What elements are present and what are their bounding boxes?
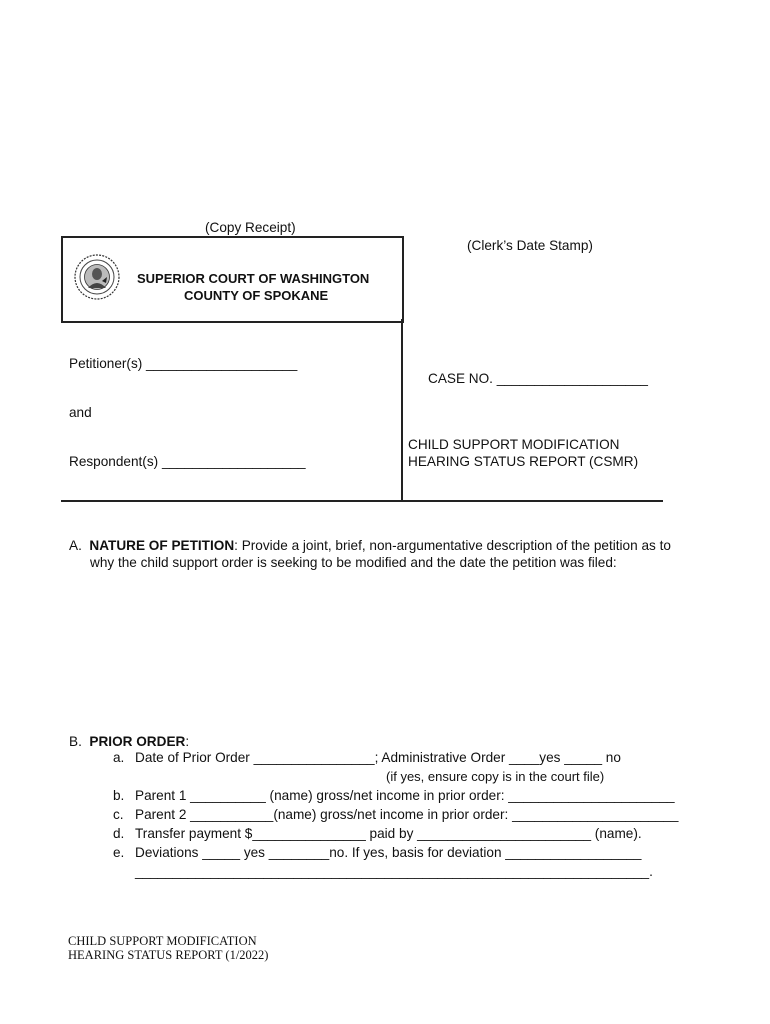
section-a-text-line2: why the child support order is seeking to be modified and the date the petition was filed: <box>90 555 617 570</box>
section-b-item-a-note: (if yes, ensure copy is in the court file) <box>386 769 605 784</box>
washington-state-seal-icon <box>74 254 120 300</box>
caption-divider-vertical <box>401 319 403 502</box>
petitioner-field: Petitioner(s) ____________________ <box>69 356 298 371</box>
footer-line2: HEARING STATUS REPORT (1/2022) <box>68 948 269 962</box>
section-a-text-line1: : Provide a joint, brief, non-argumentative description of the petition as to <box>234 538 671 553</box>
caption-divider-horizontal <box>61 500 663 502</box>
section-b-item-c-text: Parent 2 ___________(name) gross/net income in prior order: ______________________ <box>135 807 679 822</box>
document-title-line2: HEARING STATUS REPORT (CSMR) <box>408 454 639 469</box>
section-b-item-a-text: Date of Prior Order ________________; Administrative Order ____yes _____ no <box>135 750 621 765</box>
section-b-title: PRIOR ORDER <box>89 734 186 749</box>
section-b-item-d-label: d. <box>113 826 125 841</box>
section-b-item-a-label: a. <box>113 750 125 765</box>
footer-line1: CHILD SUPPORT MODIFICATION <box>68 934 257 948</box>
section-b-colon: : <box>185 734 190 749</box>
and-label: and <box>69 405 92 420</box>
section-a-letter: A. <box>69 538 82 553</box>
copy-receipt-label: (Copy Receipt) <box>205 220 296 235</box>
section-b-heading <box>69 734 189 749</box>
section-b-item-b-label: b. <box>113 788 125 803</box>
respondent-field: Respondent(s) ___________________ <box>69 454 306 469</box>
clerk-date-stamp-label: (Clerk’s Date Stamp) <box>467 238 593 253</box>
section-b-item-e-text: Deviations _____ yes ________no. If yes, basis for deviation __________________ <box>135 845 642 860</box>
section-a-heading <box>69 538 671 553</box>
section-b-item-d-text: Transfer payment $_______________ paid by _______________________ (name). <box>135 826 642 841</box>
county-name: COUNTY OF SPOKANE <box>184 288 329 303</box>
case-number-field: CASE NO. ____________________ <box>428 371 648 386</box>
section-b-item-e-continuation: ____________________________________________________________________. <box>135 864 653 879</box>
section-b-item-e-label: e. <box>113 845 125 860</box>
document-title-line1: CHILD SUPPORT MODIFICATION <box>408 437 620 452</box>
section-b-item-c-label: c. <box>113 807 124 822</box>
court-name: SUPERIOR COURT OF WASHINGTON <box>137 271 370 286</box>
section-b-letter: B. <box>69 734 82 749</box>
section-a-title: NATURE OF PETITION <box>89 538 235 553</box>
section-b-item-b-text: Parent 1 __________ (name) gross/net income in prior order: ______________________ <box>135 788 675 803</box>
